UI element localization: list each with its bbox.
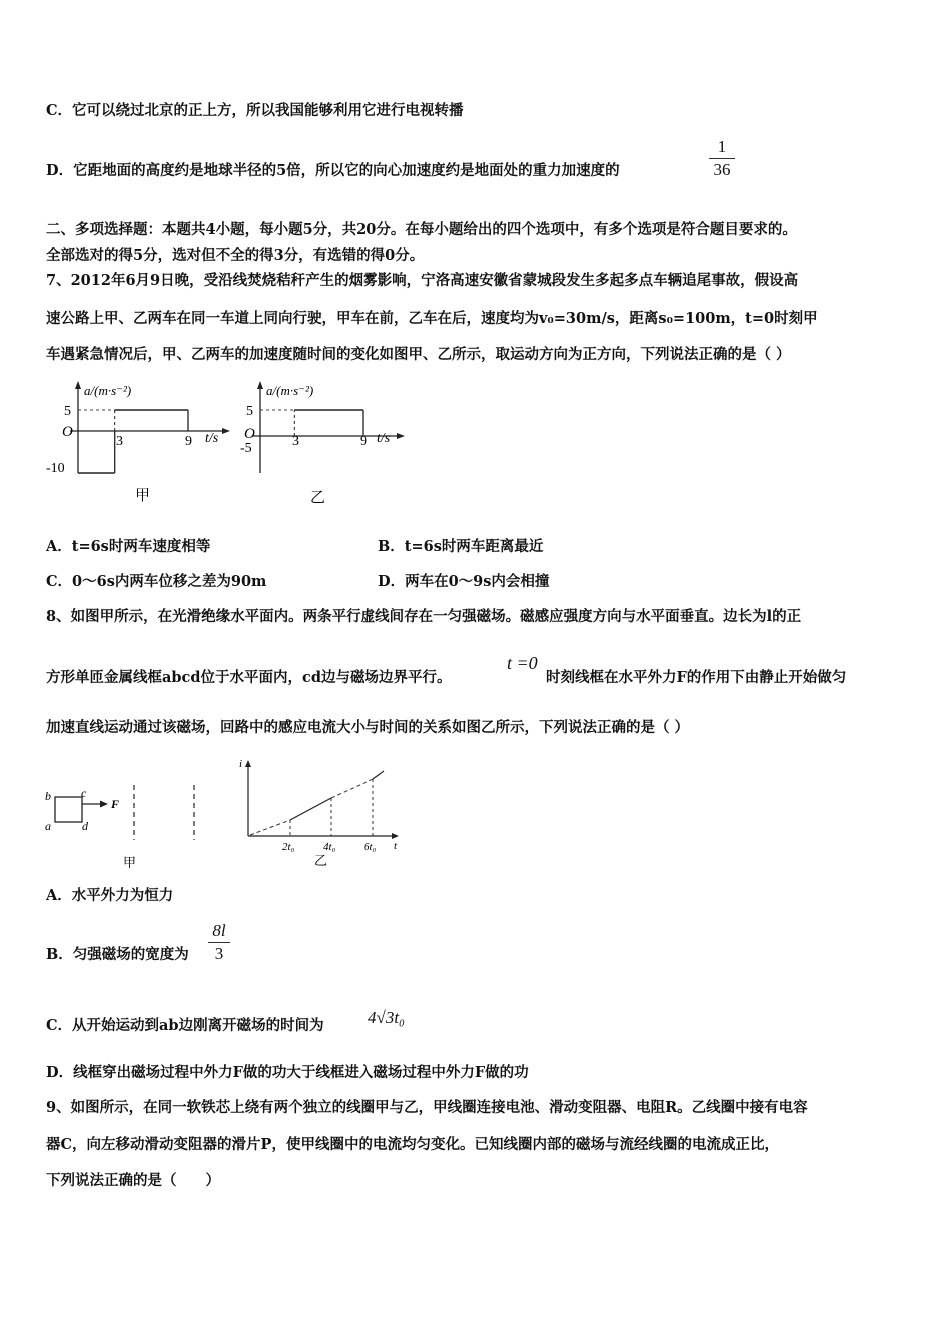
xtick-2t0: 2t₀ [282, 841, 295, 853]
current-dashed-middle [331, 779, 373, 798]
label-d: d [82, 819, 88, 833]
current-segment-leaving [373, 771, 384, 779]
q7-stem-line-2: 速公路上甲、乙两车在同一车道上同向行驶，甲车在前，乙车在后，速度均为v₀=30m/s，距离s₀=100m，t=0时刻甲 [46, 310, 818, 327]
caption: 甲 [135, 488, 151, 504]
q6-option-c: C．它可以绕过北京的正上方，所以我国能够利用它进行电视转播 [46, 102, 464, 119]
q8-stem-line-2b: 时刻线框在水平外力F的作用下由静止开始做匀 [546, 669, 847, 686]
label-c: c [81, 786, 87, 800]
section-2-scoring: 全部选对的得5分，选对但不全的得3分，有选错的得0分。 [46, 247, 425, 264]
acceleration-segments [260, 410, 363, 436]
q8-option-d: D．线框穿出磁场过程中外力F做的功大于线框进入磁场过程中外力F做的功 [46, 1064, 529, 1081]
section-2-heading: 二、多项选择题：本题共4小题，每小题5分，共20分。在每小题给出的四个选项中，有多个选项是符合题目要求的。 [46, 221, 797, 238]
ytick-neg5: -5 [240, 441, 252, 456]
xlabel: t/s [377, 431, 391, 446]
q8-graph-yi [236, 757, 406, 872]
xtick-9: 9 [185, 434, 192, 449]
xlabel: t/s [205, 431, 219, 446]
fraction-numerator: 1 [717, 137, 727, 156]
q8-stem-line-1: 8、如图甲所示，在光滑绝缘水平面内。两条平行虚线间存在一匀强磁场。磁感应强度方向与水平面垂直。边长为l的正 [46, 608, 802, 625]
ylabel: i [239, 758, 243, 770]
origin: O [62, 424, 73, 440]
q7-option-b: B．t=6s时两车距离最近 [378, 538, 544, 555]
q8-figure-jia [40, 782, 220, 874]
q7-stem-line-1: 7、2012年6月9日晚，受沿线焚烧秸秆产生的烟雾影响，宁洛高速安徽省蒙城段发生多起多点车辆追尾事故，假设高 [46, 272, 799, 289]
caption: 乙 [310, 490, 326, 506]
q8-option-a: A．水平外力为恒力 [46, 887, 174, 904]
q7-stem-line-3: 车遇紧急情况后，甲、乙两车的加速度随时间的变化如图甲、乙所示，取运动方向为正方向，下列说法正确的是（ ） [46, 346, 791, 363]
label-b: b [45, 789, 51, 803]
current-dashed-start [250, 820, 290, 835]
q8-stem-line-3: 加速直线运动通过该磁场，回路中的感应电流大小与时间的关系如图乙所示，下列说法正确的是（ ） [46, 719, 690, 736]
q9-stem-line-2: 器C，向左移动滑动变阻器的滑片P，使甲线圈中的电流均匀变化。已知线圈内部的磁场与流经线圈的电流成正比， [46, 1136, 779, 1153]
q8-stem-line-2a: 方形单匝金属线框abcd位于水平面内，cd边与磁场边界平行。 [46, 669, 452, 686]
ytick-neg10: -10 [46, 461, 65, 476]
xtick-6t0: 6t₀ [364, 841, 377, 853]
xlabel: t [394, 840, 398, 852]
q8-option-b: B．匀强磁场的宽度为 [46, 946, 189, 963]
fraction-denominator: 36 [713, 160, 731, 179]
ylabel: a/(m·s⁻²) [84, 383, 132, 398]
fraction-denominator: 3 [214, 944, 224, 963]
q7-option-a: A．t=6s时两车速度相等 [46, 538, 211, 555]
fraction-8l-3 [208, 921, 230, 964]
time-expression: 4√3t₀ [368, 1008, 405, 1027]
caption: 甲 [123, 855, 137, 870]
fraction-numerator: 8l [212, 921, 226, 940]
caption: 乙 [314, 853, 328, 868]
q7-graph-yi [222, 378, 422, 513]
t-equals-zero: t =0 [507, 653, 538, 673]
origin: O [244, 426, 255, 442]
q7-option-c: C．0～6s内两车位移之差为90m [46, 573, 267, 590]
q6-option-d: D．它距地面的高度约是地球半径的5倍，所以它的向心加速度约是地面处的重力加速度的 [46, 162, 620, 179]
q7-graph-jia [40, 378, 240, 513]
ytick-5: 5 [246, 404, 253, 419]
q9-stem-line-3: 下列说法正确的是（ ） [46, 1172, 220, 1189]
xtick-3: 3 [116, 434, 123, 449]
current-segment-entering [290, 798, 331, 820]
acceleration-segments [78, 410, 188, 473]
xtick-4t0: 4t₀ [323, 841, 336, 853]
xtick-3: 3 [292, 434, 299, 449]
ytick-5: 5 [64, 404, 71, 419]
fraction-1-36 [709, 137, 735, 180]
xtick-9: 9 [360, 434, 367, 449]
ylabel: a/(m·s⁻²) [266, 383, 314, 398]
q7-option-d: D．两车在0～9s内会相撞 [378, 573, 550, 590]
q8-option-c: C．从开始运动到ab边刚离开磁场的时间为 [46, 1017, 324, 1034]
label-f: F [111, 797, 120, 811]
label-a: a [45, 819, 51, 833]
square-frame [55, 797, 82, 822]
q9-stem-line-1: 9、如图所示，在同一软铁芯上绕有两个独立的线圈甲与乙，甲线圈连接电池、滑动变阻器、电阻R。乙线圈中接有电容 [46, 1099, 808, 1116]
